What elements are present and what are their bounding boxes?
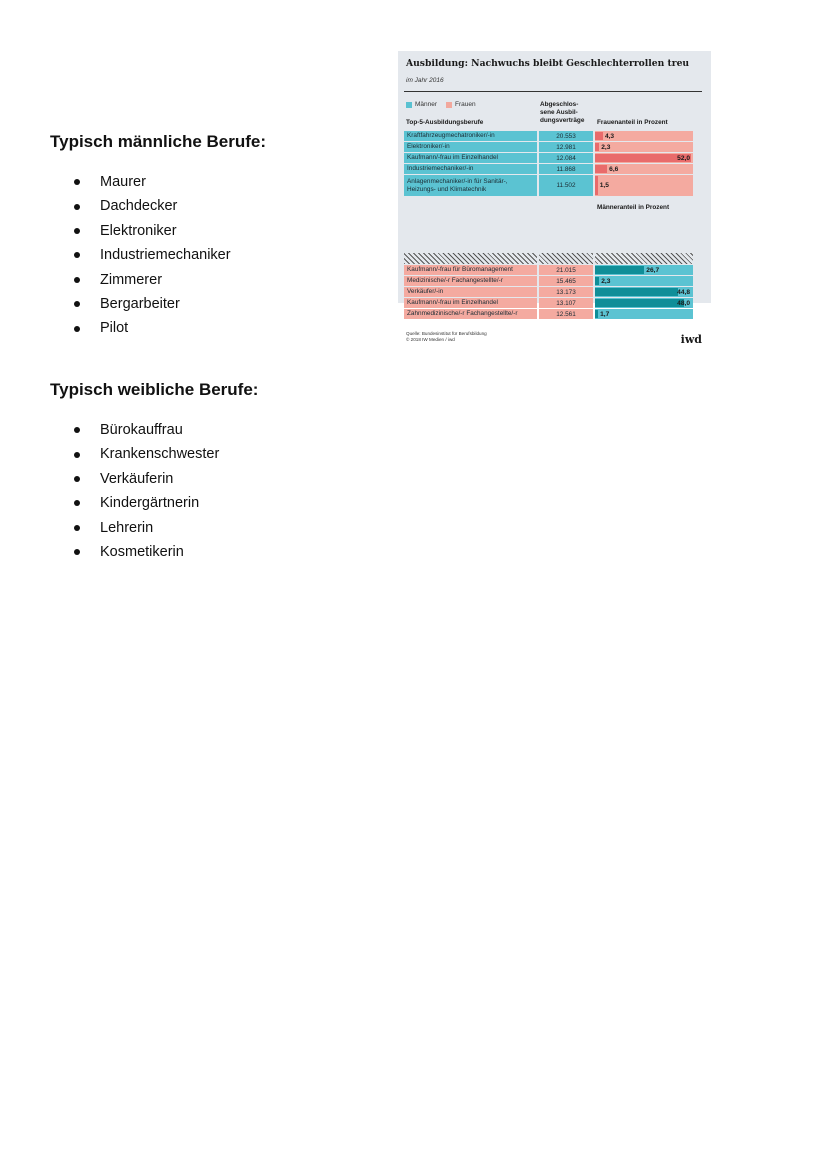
job-cell: Kaufmann/-frau im Einzelhandel	[404, 153, 537, 163]
share-bar	[595, 266, 644, 274]
column-header-female-share: Frauenanteil in Prozent	[597, 119, 668, 126]
column-gap	[593, 253, 595, 264]
list-item	[74, 219, 231, 243]
contracts-cell: 11.502	[539, 175, 593, 196]
list-item-text: Verkäuferin	[100, 470, 174, 487]
job-cell: Kaufmann/-frau im Einzelhandel	[404, 298, 537, 308]
infographic-title: Ausbildung: Nachwuchs bleibt Geschlechterrollen treu	[406, 58, 690, 69]
list-item-text: Bergarbeiter	[100, 295, 180, 312]
list-item	[74, 292, 231, 316]
female-professions-heading: Typisch weibliche Berufe:	[50, 380, 259, 399]
share-label: 6,6	[609, 165, 619, 173]
share-bar	[595, 277, 599, 285]
bullet-icon	[74, 301, 80, 307]
job-cell: Zahnmedizinische/-r Fachangestellte/-r	[404, 309, 537, 319]
share-bar	[595, 143, 599, 151]
bullet-icon	[74, 476, 80, 482]
share-bar	[595, 176, 598, 195]
list-item	[74, 316, 231, 340]
job-cell: Industriemechaniker/-in	[404, 164, 537, 174]
share-label: 4,3	[604, 132, 615, 140]
source-note: Quelle: Bundesinstitut für Berufsbildung © 2018 IW Medien / iwd	[406, 331, 487, 342]
list-item	[74, 170, 231, 194]
share-cell	[595, 287, 693, 297]
column-header-male-share: Männeranteil in Prozent	[597, 204, 670, 211]
bullet-icon	[74, 525, 80, 531]
share-label: 2,3	[601, 277, 611, 285]
female-professions-list	[74, 418, 219, 564]
list-item-text: Dachdecker	[100, 198, 178, 215]
list-item	[74, 442, 219, 466]
bullet-icon	[74, 500, 80, 506]
list-item-text: Elektroniker	[100, 222, 177, 239]
list-item	[74, 491, 219, 515]
title-divider	[404, 91, 702, 92]
job-cell: Elektroniker/-in	[404, 142, 537, 152]
share-label: 26,7	[646, 266, 660, 274]
column-header-contracts: Abgeschlos- sene Ausbil- dungsverträge	[540, 101, 585, 124]
contracts-cell: 20.553	[539, 131, 593, 141]
share-label: 48,0	[677, 299, 690, 307]
contracts-cell: 12.084	[539, 153, 593, 163]
share-label: 1,7	[600, 310, 610, 318]
contracts-cell: 15.465	[539, 276, 593, 286]
job-cell: Verkäufer/-in	[404, 287, 537, 297]
contracts-cell: 12.981	[539, 142, 593, 152]
job-cell: Kaufmann/-frau für Büromanagement	[404, 265, 537, 275]
share-cell	[595, 265, 693, 275]
share-label: 1,5	[599, 182, 609, 189]
share-label: 2,3	[601, 143, 611, 151]
list-item-text: Zimmerer	[100, 271, 163, 288]
share-label: 44,8	[677, 288, 690, 296]
list-item-text: Lehrerin	[100, 519, 154, 536]
legend-male-swatch	[406, 102, 412, 108]
bullet-icon	[74, 549, 80, 555]
share-cell	[595, 276, 693, 286]
share-cell	[595, 131, 693, 141]
contracts-cell: 13.173	[539, 287, 593, 297]
bullet-icon	[74, 252, 80, 258]
legend-female-label: Frauen	[455, 101, 476, 108]
share-bar	[595, 132, 603, 140]
male-professions-list	[74, 170, 231, 341]
list-item-text: Kosmetikerin	[100, 543, 184, 560]
list-item-text: Pilot	[100, 320, 129, 337]
list-item	[74, 467, 219, 491]
list-item-text: Maurer	[100, 174, 146, 190]
list-item	[74, 418, 219, 442]
share-bar	[595, 310, 598, 318]
infographic-subtitle: im Jahr 2016	[406, 77, 444, 84]
list-item	[74, 268, 231, 292]
job-cell: Kraftfahrzeugmechatroniker/-in	[404, 131, 537, 141]
list-item	[74, 194, 231, 218]
share-bar	[595, 299, 684, 307]
bullet-icon	[74, 204, 80, 210]
share-cell	[595, 298, 693, 308]
list-item	[74, 516, 219, 540]
list-item-text: Kindergärtnerin	[100, 495, 200, 512]
bullet-icon	[74, 277, 80, 283]
job-cell: Anlagenmechaniker/-in für Sanitär-, Heizungs- und Klimatechnik	[404, 175, 537, 196]
contracts-cell: 11.868	[539, 164, 593, 174]
contracts-cell: 21.015	[539, 265, 593, 275]
share-bar	[595, 288, 678, 296]
list-item-text: Industriemechaniker	[100, 247, 231, 264]
training-infographic	[398, 51, 711, 346]
column-header-jobs: Top-5-Ausbildungsberufe	[406, 119, 484, 126]
share-cell	[595, 153, 693, 163]
column-gap	[537, 253, 539, 264]
share-label: 52,0	[677, 154, 690, 162]
list-item	[74, 540, 219, 564]
male-professions-heading: Typisch männliche Berufe:	[50, 132, 267, 151]
job-cell: Medizinische/-r Fachangestellte/-r	[404, 276, 537, 286]
bullet-icon	[74, 427, 80, 433]
share-bar	[595, 165, 607, 173]
bullet-icon	[74, 179, 80, 185]
bullet-icon	[74, 228, 80, 234]
list-item	[74, 243, 231, 267]
share-cell	[595, 142, 693, 152]
legend-male-label: Männer	[415, 101, 438, 108]
list-item-text: Krankenschwester	[100, 446, 220, 463]
share-cell	[595, 164, 693, 174]
contracts-cell: 13.107	[539, 298, 593, 308]
share-cell	[595, 309, 693, 319]
bullet-icon	[74, 452, 80, 458]
bullet-icon	[74, 326, 80, 332]
contracts-cell: 12.561	[539, 309, 593, 319]
group-separator	[404, 253, 693, 264]
legend-female-swatch	[446, 102, 452, 108]
legend	[406, 101, 476, 108]
iwd-logo: iwd	[680, 333, 702, 346]
share-cell	[595, 175, 693, 196]
list-item-text: Bürokauffrau	[100, 422, 183, 438]
